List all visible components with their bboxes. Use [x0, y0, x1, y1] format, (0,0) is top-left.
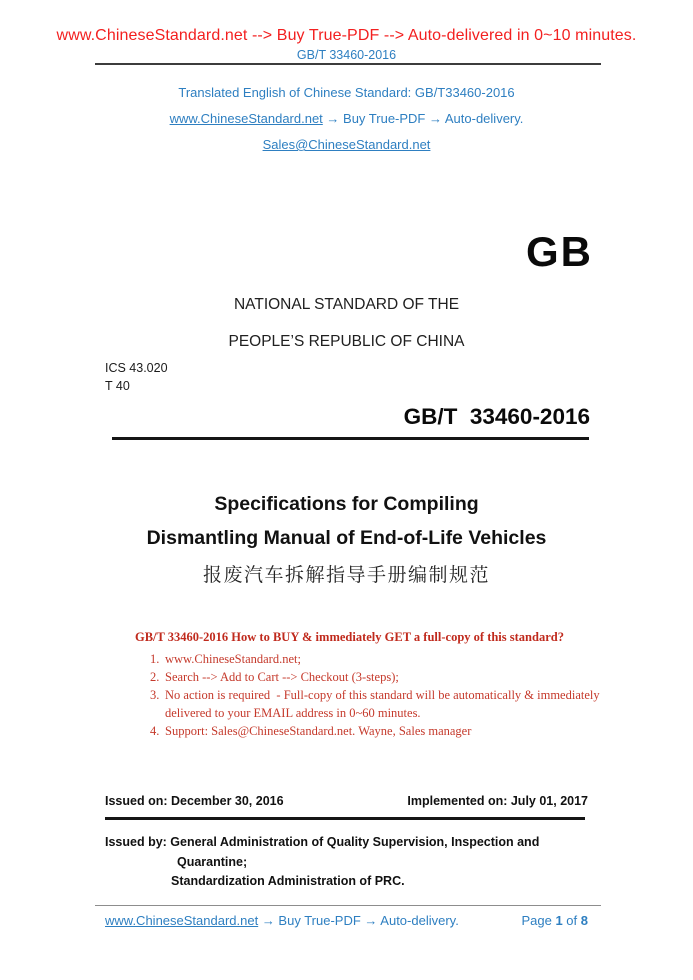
implemented-on-date: Implemented on: July 01, 2017 — [407, 794, 588, 808]
issued-by-line3: Standardization Administration of PRC. — [171, 874, 405, 888]
national-standard-line1: NATIONAL STANDARD OF THE — [233, 296, 460, 313]
classification-code: T 40 — [105, 379, 130, 393]
promo-banner-link[interactable]: www.ChineseStandard.net --> Buy True-PDF --> Auto-delivered in 0~10 minutes. — [56, 27, 637, 44]
issued-on-date: Issued on: December 30, 2016 — [105, 794, 284, 808]
title-line2: Dismantling Manual of End-of-Life Vehicles — [146, 527, 547, 549]
standard-code: GB/T 33460-2016 — [403, 404, 590, 429]
buy-step-4-text: Support: Sales@ChineseStandard.net. Wayne, Sales manager — [165, 724, 472, 738]
header-doc-code: GB/T 33460-2016 — [296, 48, 397, 62]
buy-instructions-box — [135, 628, 610, 740]
national-standard-line2: PEOPLE’S REPUBLIC OF CHINA — [228, 333, 465, 350]
title-chinese: 报废汽车拆解指导手册编制规范 — [202, 565, 490, 586]
title-line1: Specifications for Compiling — [214, 493, 479, 515]
buy-step-2 — [135, 668, 610, 686]
buy-step-2-text: Search --> Add to Cart --> Checkout (3-steps); — [165, 670, 399, 684]
issued-divider — [105, 817, 585, 820]
issued-by-line2: Quarantine; — [177, 854, 248, 869]
buy-instructions-heading: GB/T 33460-2016 How to BUY & immediately GET a full-copy of this standard? — [135, 630, 564, 644]
page-indicator — [521, 913, 588, 928]
standard-code-divider — [112, 437, 589, 440]
issued-by-line1: Issued by: General Administration of Quality Supervision, Inspection and — [105, 835, 540, 849]
issue-dates-row — [105, 794, 588, 808]
buy-step-3 — [135, 686, 610, 722]
buy-step-1-number: 1. — [150, 652, 160, 666]
buy-step-1-text[interactable]: www.ChineseStandard.net; — [165, 652, 301, 666]
site-link[interactable]: www.ChineseStandard.net — [169, 111, 323, 126]
footer-divider — [95, 905, 601, 906]
gb-logo: GB — [526, 228, 593, 275]
page-footer — [105, 913, 588, 928]
translated-note: Translated English of Chinese Standard: GB/T33460-2016 — [178, 85, 515, 100]
buy-step-1 — [135, 650, 610, 668]
buy-step-4-number: 4. — [150, 724, 160, 738]
issued-by-block — [105, 833, 605, 892]
sales-email-link[interactable]: Sales@ChineseStandard.net — [262, 137, 431, 152]
buy-step-3-number: 3. — [150, 688, 160, 702]
buy-line-rest: → Buy True-PDF → Auto-delivery. — [322, 111, 524, 126]
footer-rest: → Buy True-PDF → Auto-delivery. — [258, 913, 459, 928]
buy-step-4 — [135, 722, 610, 740]
page-label: Page — [521, 913, 556, 928]
page-of-label: of — [562, 913, 581, 928]
page-total: 8 — [580, 913, 588, 928]
buy-step-3-text: No action is required - Full-copy of this standard will be automatically & immediately delivered to your EMAIL address in 0~60 minutes. — [165, 688, 603, 720]
footer-left — [105, 913, 459, 928]
footer-site-link[interactable]: www.ChineseStandard.net — [105, 913, 259, 928]
page-number: 1 — [555, 913, 563, 928]
buy-step-2-number: 2. — [150, 670, 160, 684]
buy-line — [0, 111, 693, 126]
sales-email-line — [0, 137, 693, 152]
header-divider — [95, 63, 601, 65]
ics-code: ICS 43.020 — [105, 361, 168, 375]
